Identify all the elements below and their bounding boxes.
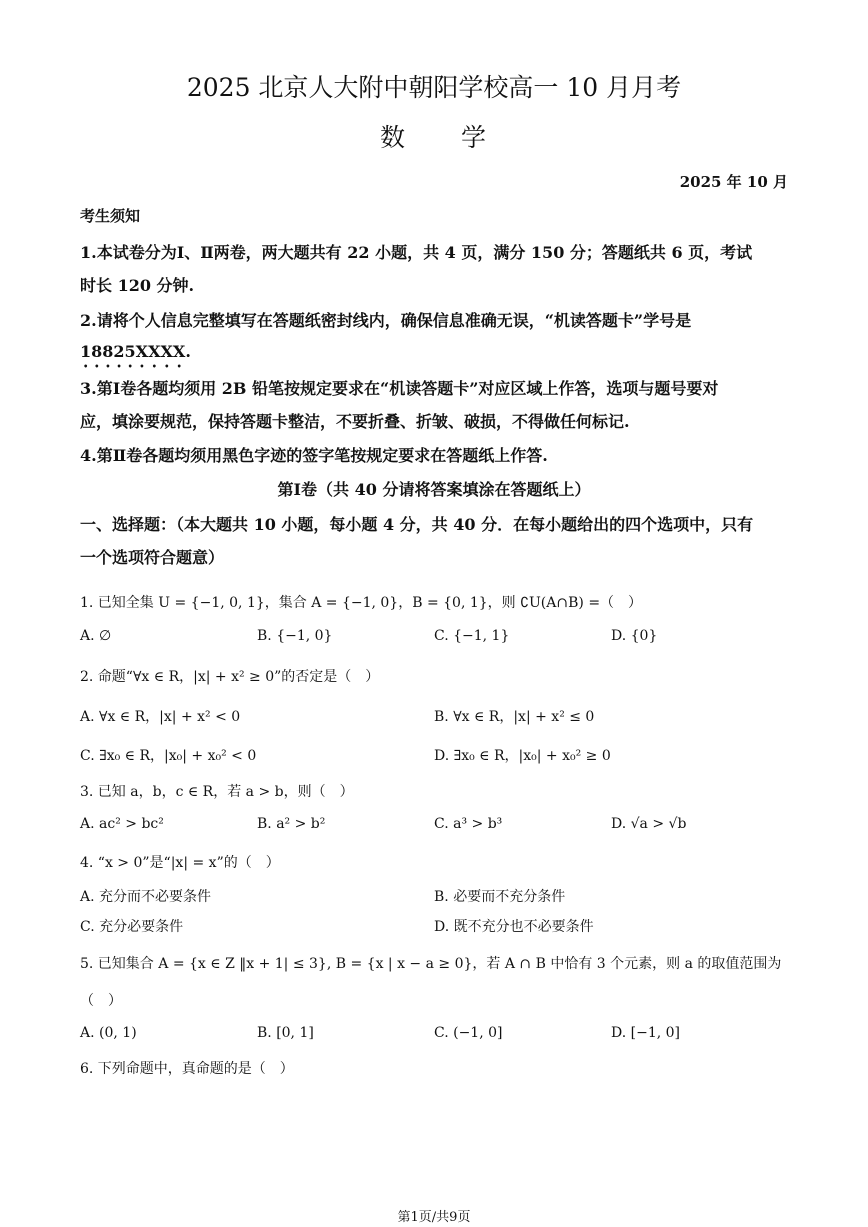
part-instruction: 一个选项符合题意） <box>80 548 225 567</box>
option-a: A. ∅ <box>80 628 112 644</box>
option-d: D. 既不充分也不必要条件 <box>434 919 594 935</box>
question-stem: 4. “x > 0”是“|x| = x”的（ ） <box>80 855 280 871</box>
notice-line: 时长 120 分钟. <box>80 276 195 295</box>
option-a: A. (0, 1) <box>80 1025 137 1041</box>
option-a: A. ac² > bc² <box>80 816 164 832</box>
option-b: B. a² > b² <box>257 816 326 832</box>
option-c: C. {−1, 1} <box>434 628 510 644</box>
option-b: B. 必要而不充分条件 <box>434 889 566 905</box>
option-c: C. 充分必要条件 <box>80 919 184 935</box>
question-stem: 5. 已知集合 A = {x ∈ Z ‖x + 1| ≤ 3}, B = {x | x − a ≥ 0}，若 A ∩ B 中恰有 3 个元素，则 a 的取值范围为 <box>80 956 782 972</box>
question-stem: 3. 已知 a，b，c ∈ R，若 a > b，则（ ） <box>80 784 354 800</box>
subject-title: 数 学 <box>379 123 488 152</box>
option-d: D. [−1, 0] <box>611 1025 680 1041</box>
notice-line: 4.第Ⅱ卷各题均须用黑色字迹的签字笔按规定要求在答题纸上作答. <box>80 446 548 465</box>
question-stem-continued: （ ） <box>80 993 122 1009</box>
exam-title: 2025 北京人大附中朝阳学校高一 10 月月考 <box>186 73 682 102</box>
question-stem: 1. 已知全集 U = {−1, 0, 1}，集合 A = {−1, 0}，B = {0, 1}，则 ∁U(A∩B) =（ ） <box>80 595 643 611</box>
notice-line: 应，填涂要规范，保持答题卡整洁，不要折叠、折皱、破损，不得做任何标记. <box>80 412 630 431</box>
option-d: D. {0} <box>611 628 658 644</box>
notice-line: 3.第Ⅰ卷各题均须用 2B 铅笔按规定要求在“机读答题卡”对应区域上作答，选项与题号要对 <box>80 379 719 398</box>
question-stem: 6. 下列命题中，真命题的是（ ） <box>80 1061 294 1077</box>
question-stem: 2. 命题“∀x ∈ R，|x| + x² ≥ 0”的否定是（ ） <box>80 669 380 685</box>
option-b: B. [0, 1] <box>257 1025 314 1041</box>
option-c: C. (−1, 0] <box>434 1025 503 1041</box>
page-number: 第1页/共9页 <box>397 1210 471 1225</box>
notice-line: 18825XXXX. <box>80 342 191 361</box>
notice-line: 1.本试卷分为Ⅰ、Ⅱ两卷，两大题共有 22 小题，共 4 页，满分 150 分；答题纸共 6 页，考试 <box>80 243 753 262</box>
section-title: 第Ⅰ卷（共 40 分请将答案填涂在答题纸上） <box>277 480 591 499</box>
option-d: D. √a > √b <box>611 816 687 832</box>
exam-date: 2025 年 10 月 <box>679 173 788 191</box>
option-b: B. ∀x ∈ R，|x| + x² ≤ 0 <box>434 709 595 725</box>
option-b: B. {−1, 0} <box>257 628 333 644</box>
option-c: C. a³ > b³ <box>434 816 503 832</box>
option-a: A. 充分而不必要条件 <box>80 889 212 905</box>
option-a: A. ∀x ∈ R，|x| + x² < 0 <box>80 709 241 725</box>
notice-line: 2.请将个人信息完整填写在答题纸密封线内，确保信息准确无误，“机读答题卡”学号是 <box>80 311 692 330</box>
notice-heading: 考生须知 <box>80 207 141 225</box>
option-d: D. ∃x₀ ∈ R，|x₀| + x₀² ≥ 0 <box>434 748 611 764</box>
part-instruction: 一、选择题：（本大题共 10 小题，每小题 4 分，共 40 分．在每小题给出的四个选项中，只有 <box>80 515 754 534</box>
option-c: C. ∃x₀ ∈ R，|x₀| + x₀² < 0 <box>80 748 257 764</box>
